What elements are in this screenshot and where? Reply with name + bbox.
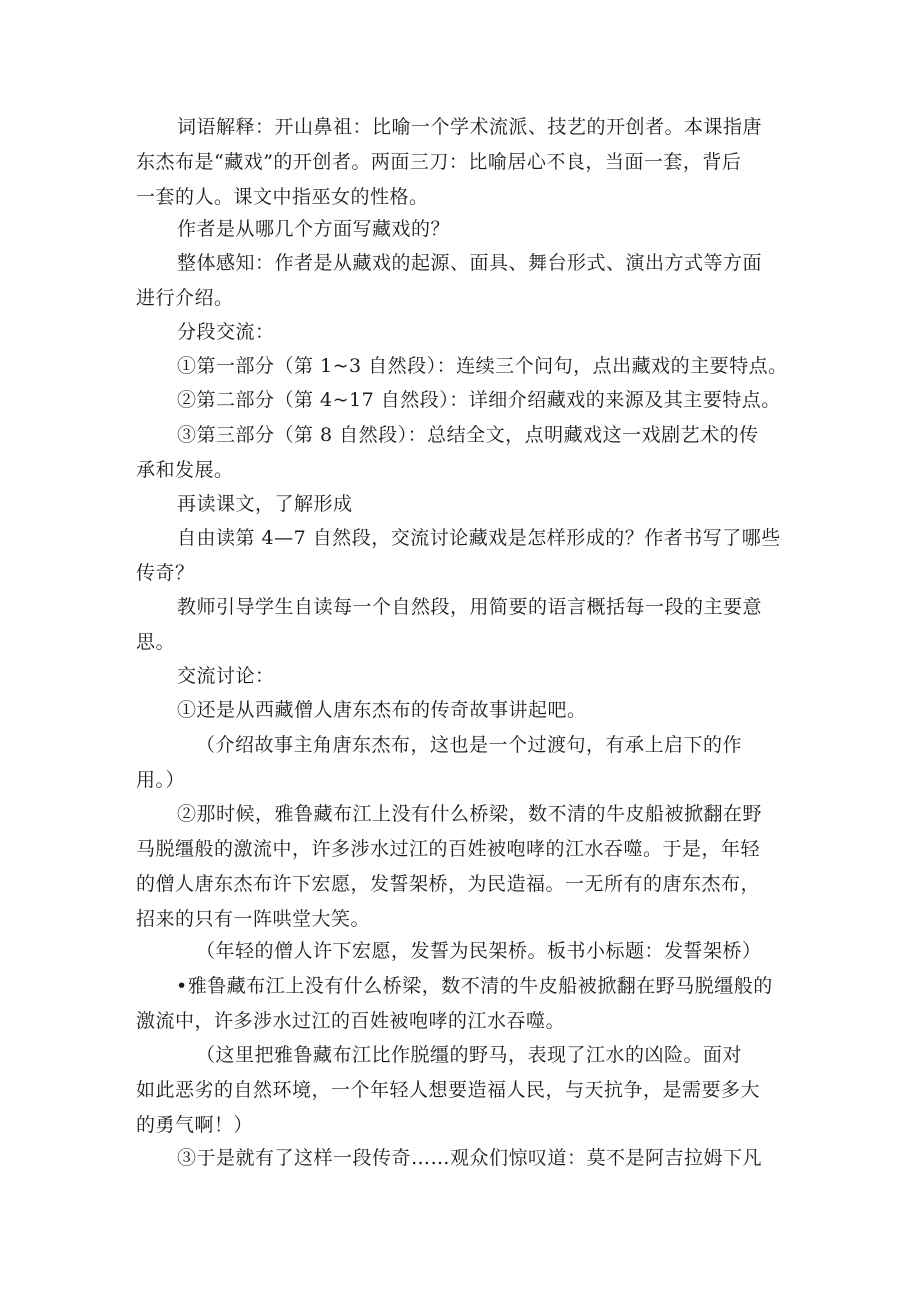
- paragraph-discussion-three: [136, 1141, 792, 1176]
- paragraph-teacher-guide: [136, 590, 792, 660]
- text-line: 进行介绍。: [136, 287, 234, 309]
- text-line: 再读课文，了解形成: [177, 493, 353, 515]
- text-line: •雅鲁藏布江上没有什么桥梁，数不清的牛皮船被掀翻在野马脱缰般的: [176, 975, 773, 997]
- paragraph-note-one: [136, 728, 792, 798]
- text-line: 词语解释：开山鼻祖：比喻一个学术流派、技艺的开创者。本课指唐: [177, 116, 763, 138]
- text-line: 如此恶劣的自然环境，一个年轻人想要造福人民，与天抗争，是需要多大: [136, 1079, 761, 1101]
- text-line: 承和发展。: [136, 459, 234, 481]
- text-line: 东杰布是“藏戏”的开创者。两面三刀：比喻居心不良，当面一套，背后: [136, 151, 742, 173]
- text-line: 马脱缰般的激流中，许多涉水过江的百姓被咆哮的江水吞噬。于是，年轻: [136, 838, 761, 860]
- paragraph-free-reading: [136, 521, 792, 591]
- paragraph-part-three: [136, 418, 792, 488]
- paragraph-discussion-one: [136, 693, 792, 728]
- paragraph-part-one: [136, 349, 792, 384]
- paragraph-discussion-heading: [136, 659, 792, 694]
- paragraph-note-three: [136, 1038, 792, 1143]
- paragraph-discussion-two: [136, 797, 792, 937]
- text-line: 一套的人。课文中指巫女的性格。: [136, 186, 429, 208]
- text-line: （年轻的僧人许下宏愿，发誓为民架桥。板书小标题：发誓架桥）: [196, 940, 762, 962]
- text-line: ②第二部分（第 4~17 自然段）：详细介绍藏戏的来源及其主要特点。: [177, 389, 781, 411]
- paragraph-note-two: [136, 934, 792, 969]
- text-line: 作者是从哪几个方面写藏戏的？: [177, 218, 451, 240]
- text-line: ③第三部分（第 8 自然段）：总结全文，点明藏戏这一戏剧艺术的传: [177, 424, 759, 446]
- text-line: （这里把雅鲁藏布江比作脱缰的野马，表现了江水的凶险。面对: [196, 1044, 743, 1066]
- text-line: 交流讨论：: [177, 665, 275, 687]
- text-line: 激流中，许多涉水过江的百姓被咆哮的江水吞噬。: [136, 1010, 566, 1032]
- paragraph-section-heading: [136, 315, 792, 350]
- paragraph-overall-perception: [136, 246, 792, 316]
- text-line: 的僧人唐东杰布许下宏愿，发誓架桥，为民造福。一无所有的唐东杰布，: [136, 873, 761, 895]
- text-line: 思。: [136, 631, 176, 653]
- text-line: 自由读第 4—7 自然段，交流讨论藏戏是怎样形成的？作者书写了哪些: [177, 527, 781, 549]
- text-line: ③于是就有了这样一段传奇……观众们惊叹道：莫不是阿吉拉姆下凡: [177, 1147, 763, 1169]
- text-line: ①还是从西藏僧人唐东杰布的传奇故事讲起吧。: [177, 699, 587, 721]
- text-line: ①第一部分（第 1~3 自然段）：连续三个问句，点出藏戏的主要特点。: [177, 355, 788, 377]
- text-line: （介绍故事主角唐东杰布，这也是一个过渡句，有承上启下的作: [196, 734, 743, 756]
- paragraph-part-two: [136, 383, 792, 418]
- paragraph-bullet-quote: [136, 969, 792, 1039]
- text-line: 传奇？: [136, 562, 195, 584]
- text-line: 教师引导学生自读每一个自然段，用简要的语言概括每一段的主要意: [177, 596, 763, 618]
- paragraph-reread-heading: [136, 487, 792, 522]
- text-line: 用。）: [136, 769, 186, 791]
- text-line: 整体感知：作者是从藏戏的起源、面具、舞台形式、演出方式等方面: [177, 252, 763, 274]
- text-line: 分段交流：: [177, 321, 275, 343]
- text-line: 招来的只有一阵哄堂大笑。: [136, 908, 371, 930]
- paragraph-word-explanation: [136, 110, 792, 215]
- text-line: 的勇气啊！）: [136, 1114, 254, 1136]
- text-line: ②那时候，雅鲁藏布江上没有什么桥梁，数不清的牛皮船被掀翻在野: [177, 803, 763, 825]
- paragraph-question: [136, 212, 792, 247]
